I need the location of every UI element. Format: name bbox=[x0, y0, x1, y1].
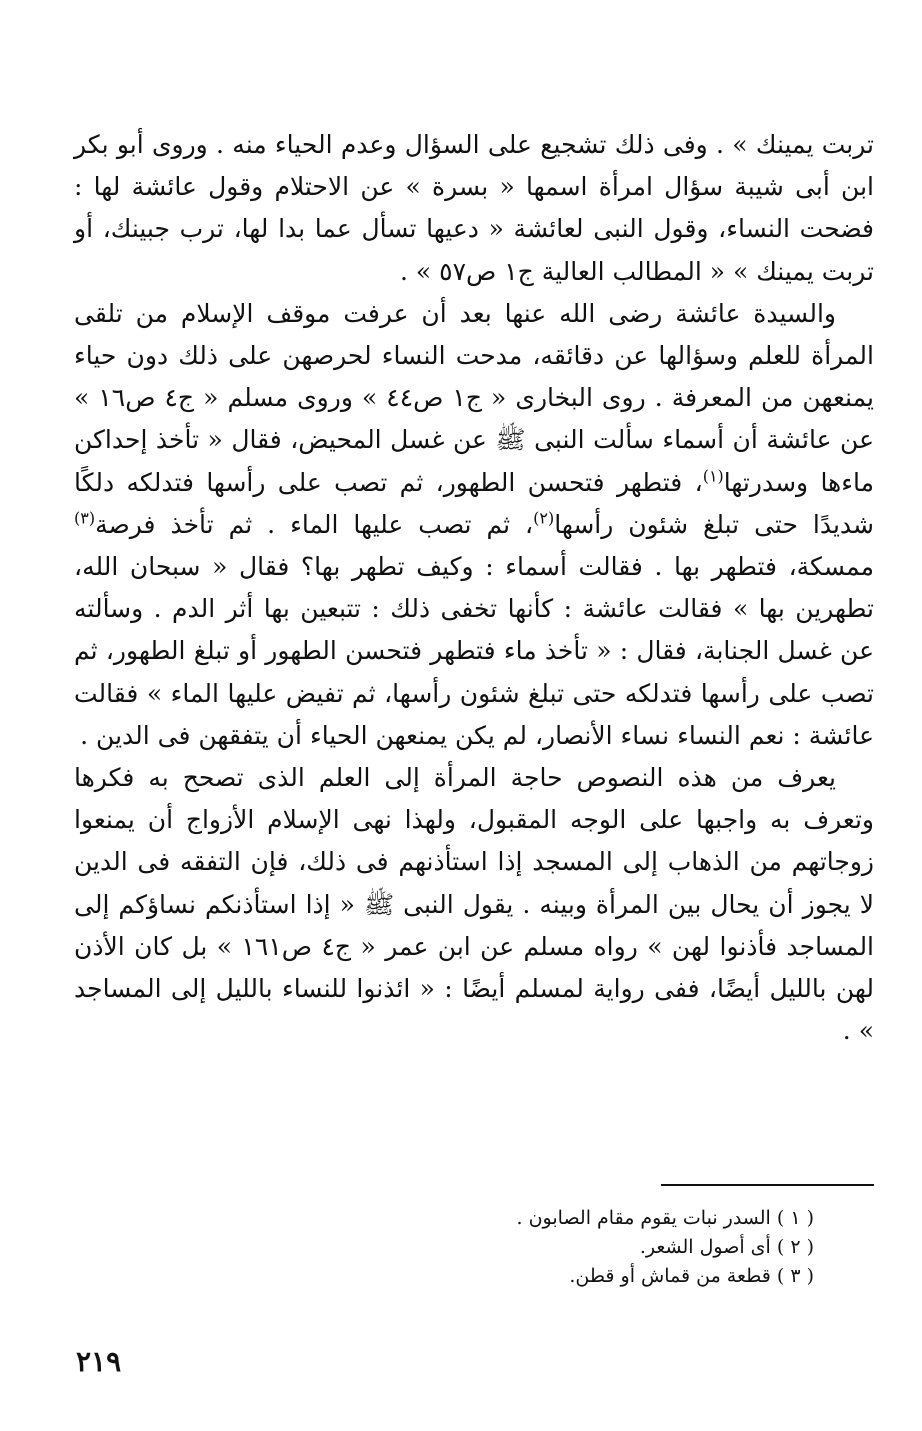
footnote-2: ( ٢ ) أى أصول الشعر. bbox=[639, 1236, 814, 1258]
paragraph-conclusion: يعرف من هذه النصوص حاجة المرأة إلى العلم الذى تصحح به فكرها وتعرف به واجبها على الوجه المقبول، ولهذا نهى الإسلام الأزواج أن يمنعوا زوجاتهم من الذهاب إلى المسجد إذا استأذنهم فى ذلك، فإن التفقه فى الدين لا يجوز أن يحال بين المرأة وبينه . يقول النبى ﷺ « إذا استأذنكم نساؤكم إلى المساجد فأذنوا لهن » رواه مسلم عن ابن عمر « ج٤ ص١٦١ » بل كان الأذن لهن بالليل أيضًا، ففى رواية لمسلم أيضًا : « ائذنوا للنساء بالليل إلى المساجد » . bbox=[74, 763, 875, 1046]
paragraph-text: والسيدة عائشة رضى الله عنها بعد أن عرفت موقف الإسلام من تلقى المرأة للعلم وسؤالها عن دقائقه، مدحت النساء لحرصهن على ذلك دون حياء يمنعهن من المعرفة . روى البخارى « ج١ ص٤٤ » وروى مسلم « ج٤ ص١٦ » عن عائشة أن أسماء سألت النبى ﷺ عن غسل المحيض، فقال « تأخذ إحداكن ماءها وسدرتها bbox=[74, 298, 875, 497]
footnote-ref-1[interactable]: (١) bbox=[702, 466, 724, 486]
paragraph-text: ، فتطهر فتحسن الطهور، ثم تصب على رأسها فتدلكه دلكًا شديدًا حتى تبلغ شئون رأسها bbox=[74, 467, 874, 539]
footnotes bbox=[314, 1204, 814, 1291]
footnote-1: ( ١ ) السدر نبات يقوم مقام الصابون . bbox=[516, 1207, 814, 1229]
footnote-ref-2[interactable]: (٢) bbox=[533, 508, 555, 528]
footnote-3: ( ٣ ) قطعة من قماش أو قطن. bbox=[569, 1265, 814, 1287]
footnote-ref-3[interactable]: (٣) bbox=[74, 508, 96, 528]
main-text-block bbox=[74, 124, 874, 1052]
page-number: ٢١٩ bbox=[76, 1345, 122, 1378]
paragraph-aisha bbox=[74, 293, 874, 757]
paragraph-continuation: تربت يمينك » . وفى ذلك تشجيع على السؤال وعدم الحياء منه . وروى أبو بكر ابن أبى شيبة سؤال امرأة اسمها « بسرة » عن الاحتلام وقول عائشة لها : فضحت النساء، وقول النبى لعائشة « دعيها تسأل عما بدا لها، ترب جبينك، أو تربت يمينك » « المطالب العالية ج١ ص٥٧ » . bbox=[74, 130, 874, 286]
paragraph-text: ممسكة، فتطهر بها . فقالت أسماء : وكيف تطهر بها؟ فقال « سبحان الله، تطهرين بها » فقالت عائشة : كأنها تخفى ذلك : تتبعين بها أثر الدم . وسألته عن غسل الجنابة، فقال : « تأخذ ماء فتطهر فتحسن الطهور أو تبلغ الطهور، ثم تصب على رأسها فتدلكه حتى تبلغ شئون رأسها، ثم تفيض عليها الماء » فقالت عائشة : نعم النساء نساء الأنصار، لم يكن يمنعهن الحياء أن يتفقهن فى الدين . bbox=[74, 552, 874, 750]
footnote-divider bbox=[661, 1184, 874, 1186]
paragraph-text: ، ثم تصب عليها الماء . ثم تأخذ فرصة bbox=[95, 509, 534, 539]
